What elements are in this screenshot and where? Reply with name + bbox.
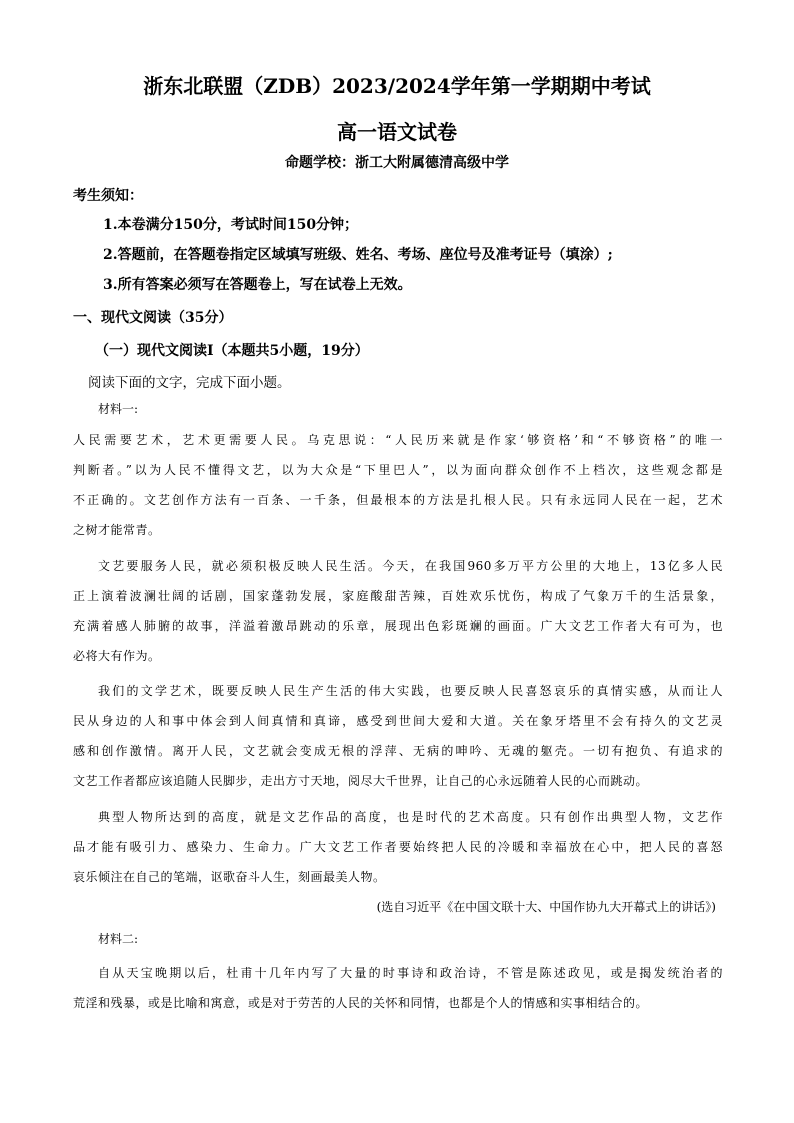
material-2-paragraph-1: [73, 958, 723, 1018]
notice-item-3: 3.所有答案必须写在答题卷上，写在试卷上无效。: [103, 277, 412, 293]
text-line: 感和创作激情。离开人民，文艺就会变成无根的浮萍、无病的呻吟、无魂的躯壳。一切有抱负、有追求的: [73, 744, 723, 758]
text-line: 充满着感人肺腑的故事，洋溢着激昂跳动的乐章，展现出色彩斑斓的画面。广大文艺工作者大有可为，也: [73, 619, 723, 633]
text-line: 文艺工作者都应该追随人民脚步，走出方寸天地，阅尽大千世界，让自己的心永远随着人民的心而跳动。: [73, 774, 649, 788]
material-1-paragraph-1: [73, 425, 723, 545]
notice-item-1: 1.本卷满分150分，考试时间150分钟；: [103, 217, 359, 233]
text-line: 文艺要服务人民，就必须积极反映人民生活。今天，在我国960多万平方公里的大地上，13亿多人民: [98, 559, 723, 573]
section-heading: 一、现代文阅读（35分）: [73, 310, 233, 326]
exam-subtitle: 高一语文试卷: [337, 120, 457, 144]
material-1-label: 材料一:: [98, 402, 139, 416]
subsection-heading: （一）现代文阅读Ⅰ（本题共5小题，19分）: [95, 343, 369, 359]
reading-instruction: 阅读下面的文字，完成下面小题。: [88, 375, 291, 391]
text-line: 自从天宝晚期以后，杜甫十几年内写了大量的时事诗和政治诗，不管是陈述政见，或是揭发统治者的: [98, 966, 723, 980]
text-line: 品才能有吸引力、感染力、生命力。广大文艺工作者要始终把人民的冷暖和幸福放在心中，把人民的喜怒: [73, 840, 723, 854]
text-line: 正上演着波澜壮阔的话剧，国家蓬勃发展，家庭酸甜苦辣，百姓欢乐忧伤，构成了气象万千的生活景象，: [73, 589, 723, 603]
text-line: 民从身边的人和事中体会到人间真情和真谛，感受到世间大爱和大道。关在象牙塔里不会有持久的文艺灵: [73, 714, 723, 728]
text-line: 哀乐倾注在自己的笔端，讴歌奋斗人生，刻画最美人物。: [73, 870, 386, 884]
text-line: 判断者。”以为人民不懂得文艺，以为大众是“下里巴人”，以为面向群众创作不上档次，这些观念都是: [73, 463, 723, 477]
material-1-paragraph-4: [73, 802, 723, 892]
exam-school: 命题学校：浙工大附属德清高级中学: [285, 155, 509, 171]
text-line: 荒淫和残暴，或是比喻和寓意，或是对于劳苦的人民的关怀和同情，也都是个人的情感和实事相结合的。: [73, 996, 649, 1010]
text-line: 我们的文学艺术，既要反映人民生产生活的伟大实践，也要反映人民喜怒哀乐的真情实感，从而让人: [98, 684, 723, 698]
material-1-paragraph-2: [73, 551, 723, 671]
exam-title: 浙东北联盟（ZDB）2023/2024学年第一学期期中考试: [143, 74, 651, 98]
text-line: 不正确的。文艺创作方法有一百条、一千条，但最根本的方法是扎根人民。只有永远同人民在一起，艺术: [73, 493, 723, 507]
material-1-paragraph-3: [73, 676, 723, 796]
material-1-source: (选自习近平《在中国文联十大、中国作协九大开幕式上的讲话》): [376, 900, 716, 914]
text-line: 必将大有作为。: [73, 649, 161, 663]
material-2-label: 材料二:: [98, 932, 139, 946]
text-line: 之树才能常青。: [73, 523, 161, 537]
text-line: 典型人物所达到的高度，就是文艺作品的高度，也是时代的艺术高度。只有创作出典型人物，文艺作: [98, 810, 723, 824]
notice-item-2: 2.答题前，在答题卷指定区域填写班级、姓名、考场、座位号及准考证号（填涂）;: [103, 247, 613, 263]
notice-heading: 考生须知：: [73, 188, 143, 204]
text-line: 人民需要艺术，艺术更需要人民。乌克思说：“人民历来就是作家‘够资格’和“不够资格”的唯一: [73, 433, 723, 447]
